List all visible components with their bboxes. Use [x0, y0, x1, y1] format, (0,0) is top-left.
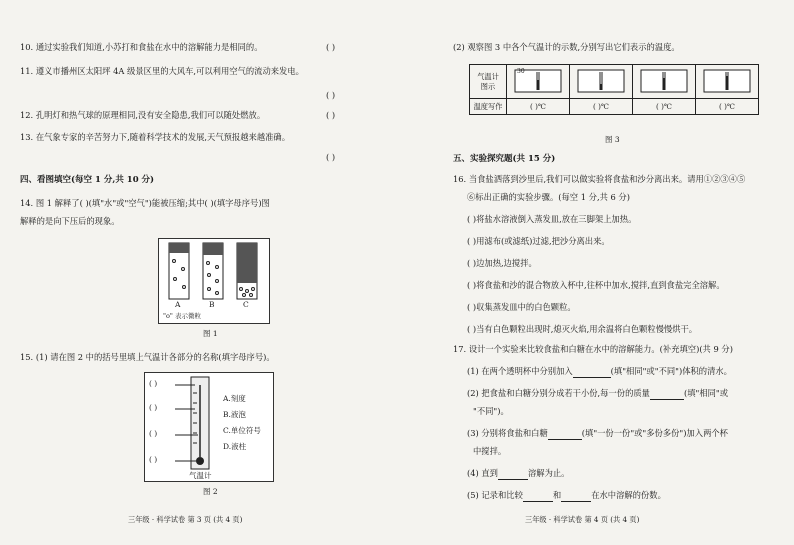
- question-17-2-cont: "不同")。: [473, 406, 509, 416]
- figure-3-caption: 图 3: [605, 135, 620, 144]
- answer-paren-12: ( ): [326, 110, 336, 120]
- question-17-5-text-c: 在水中溶解的份数。: [591, 490, 666, 500]
- question-17-3-text-a: (3) 分别将食盐和白糖: [467, 428, 548, 438]
- question-17-1-blank[interactable]: [573, 366, 611, 378]
- thermometer-4: [696, 65, 759, 99]
- thermometer-1: [507, 65, 570, 99]
- page-4: [397, 0, 794, 545]
- thermometer-3: [633, 65, 696, 99]
- figure-2-blank-2: ( ): [149, 403, 158, 412]
- figure-1-note-particle: "o" 表示微粒: [163, 312, 201, 320]
- question-17-4-text-a: (4) 直到: [467, 468, 498, 478]
- question-17-3: [467, 428, 728, 440]
- figure-1-label-a: A: [175, 300, 181, 309]
- step-3: ( )边加热,边搅拌。: [467, 258, 537, 268]
- figure-2-option-d: D.液柱: [223, 442, 247, 451]
- page-4-footer: 三年级 · 科学试卷 第 4 页 (共 4 页): [525, 515, 640, 524]
- step-1: ( )将盐水溶液倒入蒸发皿,放在三脚架上加热。: [467, 214, 637, 224]
- temperature-blank-4: ( )℃: [696, 99, 759, 115]
- thermometer-1-tick-top: 30: [517, 67, 525, 75]
- table-header-temperature: 温度写作: [470, 99, 507, 115]
- figure-2: [144, 372, 274, 482]
- figure-3-table: [469, 64, 759, 115]
- thermometer-4-drawing: [702, 66, 752, 96]
- question-17-4-text-b: 溶解为止。: [527, 468, 570, 478]
- question-17-4: [467, 468, 569, 480]
- figure-1-caption: 图 1: [203, 329, 218, 338]
- question-17: 17. 设计一个实验来比较食盐和白糖在水中的溶解能力。(补充填空)(共 9 分): [453, 344, 733, 354]
- table-header-thermometer: [470, 65, 507, 99]
- question-15-part2: (2) 观察图 3 中各个气温计的示数,分别写出它们表示的温度。: [453, 42, 680, 52]
- figure-2-blank-3: ( ): [149, 429, 158, 438]
- section-5-heading: 五、实验探究题(共 15 分): [453, 154, 556, 164]
- question-17-5: [467, 490, 666, 502]
- question-13: 13. 在气象专家的辛苦努力下,随着科学技术的发展,天气预报越来越准确。: [20, 132, 291, 142]
- temperature-blank-2: ( )℃: [570, 99, 633, 115]
- question-17-5-blank-1[interactable]: [523, 490, 553, 502]
- figure-1-label-b: B: [209, 300, 215, 309]
- question-14-line2: 解释的是向下压后的现象。: [20, 216, 120, 226]
- question-17-2-blank[interactable]: [650, 388, 684, 400]
- question-17-5-text-a: (5) 记录和比较: [467, 490, 523, 500]
- thermometer-2-drawing: [576, 66, 626, 96]
- question-17-4-blank[interactable]: [498, 468, 528, 480]
- figure-2-option-a: A.刻度: [223, 394, 246, 403]
- step-6: ( )当有白色颗粒出现时,熄灭火焰,用余温将白色颗粒慢慢烘干。: [467, 324, 698, 334]
- section-4-heading: 四、看图填空(每空 1 分,共 10 分): [20, 175, 155, 185]
- question-14-line1: 14. 图 1 解释了( )(填"水"或"空气")能被压缩;其中( )(填字母序号)图: [20, 198, 270, 208]
- question-17-5-blank-2[interactable]: [561, 490, 591, 502]
- answer-paren-13: ( ): [326, 152, 336, 162]
- figure-1-label-c: C: [243, 300, 249, 309]
- table-header-line-2: 图示: [480, 81, 496, 91]
- figure-1: [158, 238, 270, 324]
- question-17-2: [467, 388, 728, 400]
- step-5: ( )収集蒸发皿中的白色颗粒。: [467, 302, 576, 312]
- question-17-1: [467, 366, 732, 378]
- question-17-3-text-b: (填"一份一份"或"多份多份")加入两个杯: [581, 428, 728, 438]
- figure-2-option-c: C.单位符号: [223, 426, 261, 435]
- question-17-3-blank[interactable]: [548, 428, 582, 440]
- question-17-3-cont: 中搅拌。: [473, 446, 507, 456]
- question-17-1-text-a: (1) 在两个透明杯中分别加入: [467, 366, 573, 376]
- temperature-blank-3: ( )℃: [633, 99, 696, 115]
- answer-paren-10: ( ): [326, 42, 336, 52]
- temperature-blank-1: ( )℃: [507, 99, 570, 115]
- step-2: ( )用滤布(或滤纸)过滤,把沙分离出来。: [467, 236, 610, 246]
- question-17-2-text-b: (填"相同"或: [683, 388, 729, 398]
- table-header-line-1: 气温计: [477, 71, 499, 81]
- question-17-5-text-b: 和: [552, 490, 562, 500]
- figure-2-blank-1: ( ): [149, 379, 158, 388]
- question-17-1-text-b: (填"相同"或"不同")体积的清水。: [610, 366, 732, 376]
- figure-2-thermometer-label: 气温计: [189, 471, 212, 480]
- page-3-footer: 三年级 · 科学试卷 第 3 页 (共 4 页): [128, 515, 243, 524]
- figure-2-blank-4: ( ): [149, 455, 158, 464]
- step-4: ( )将食盐和沙的混合物放入杯中,往杯中加水,搅拌,直到食盐完全溶解。: [467, 280, 725, 290]
- question-12: 12. 孔明灯和热气球的原理相同,没有安全隐患,我们可以随处燃放。: [20, 110, 266, 120]
- question-17-2-text-a: (2) 把食盐和白糖分别分成若干小份,每一份的质量: [467, 388, 650, 398]
- figure-2-option-b: B.液泡: [223, 410, 246, 419]
- thermometer-3-drawing: [639, 66, 689, 96]
- figure-2-caption: 图 2: [203, 487, 218, 496]
- question-15-part1: 15. (1) 请在图 2 中的括号里填上气温计各部分的名称(填字母序号)。: [20, 352, 275, 362]
- answer-paren-11: ( ): [326, 90, 336, 100]
- thermometer-2: [570, 65, 633, 99]
- question-10: 10. 通过实验我们知道,小苏打和食盐在水中的溶解能力是相同的。: [20, 42, 263, 52]
- question-11: 11. 遵义市播州区太阳坪 4A 级景区里的大风车,可以利用空气的流动来发电。: [20, 66, 304, 76]
- question-16-line2: ⑥标出正确的实验步骤。(每空 1 分,共 6 分): [467, 192, 630, 202]
- question-16-line1: 16. 当食盐洒落到沙里后,我们可以做实验将食盐和沙分离出来。请用①②③④⑤: [453, 174, 746, 184]
